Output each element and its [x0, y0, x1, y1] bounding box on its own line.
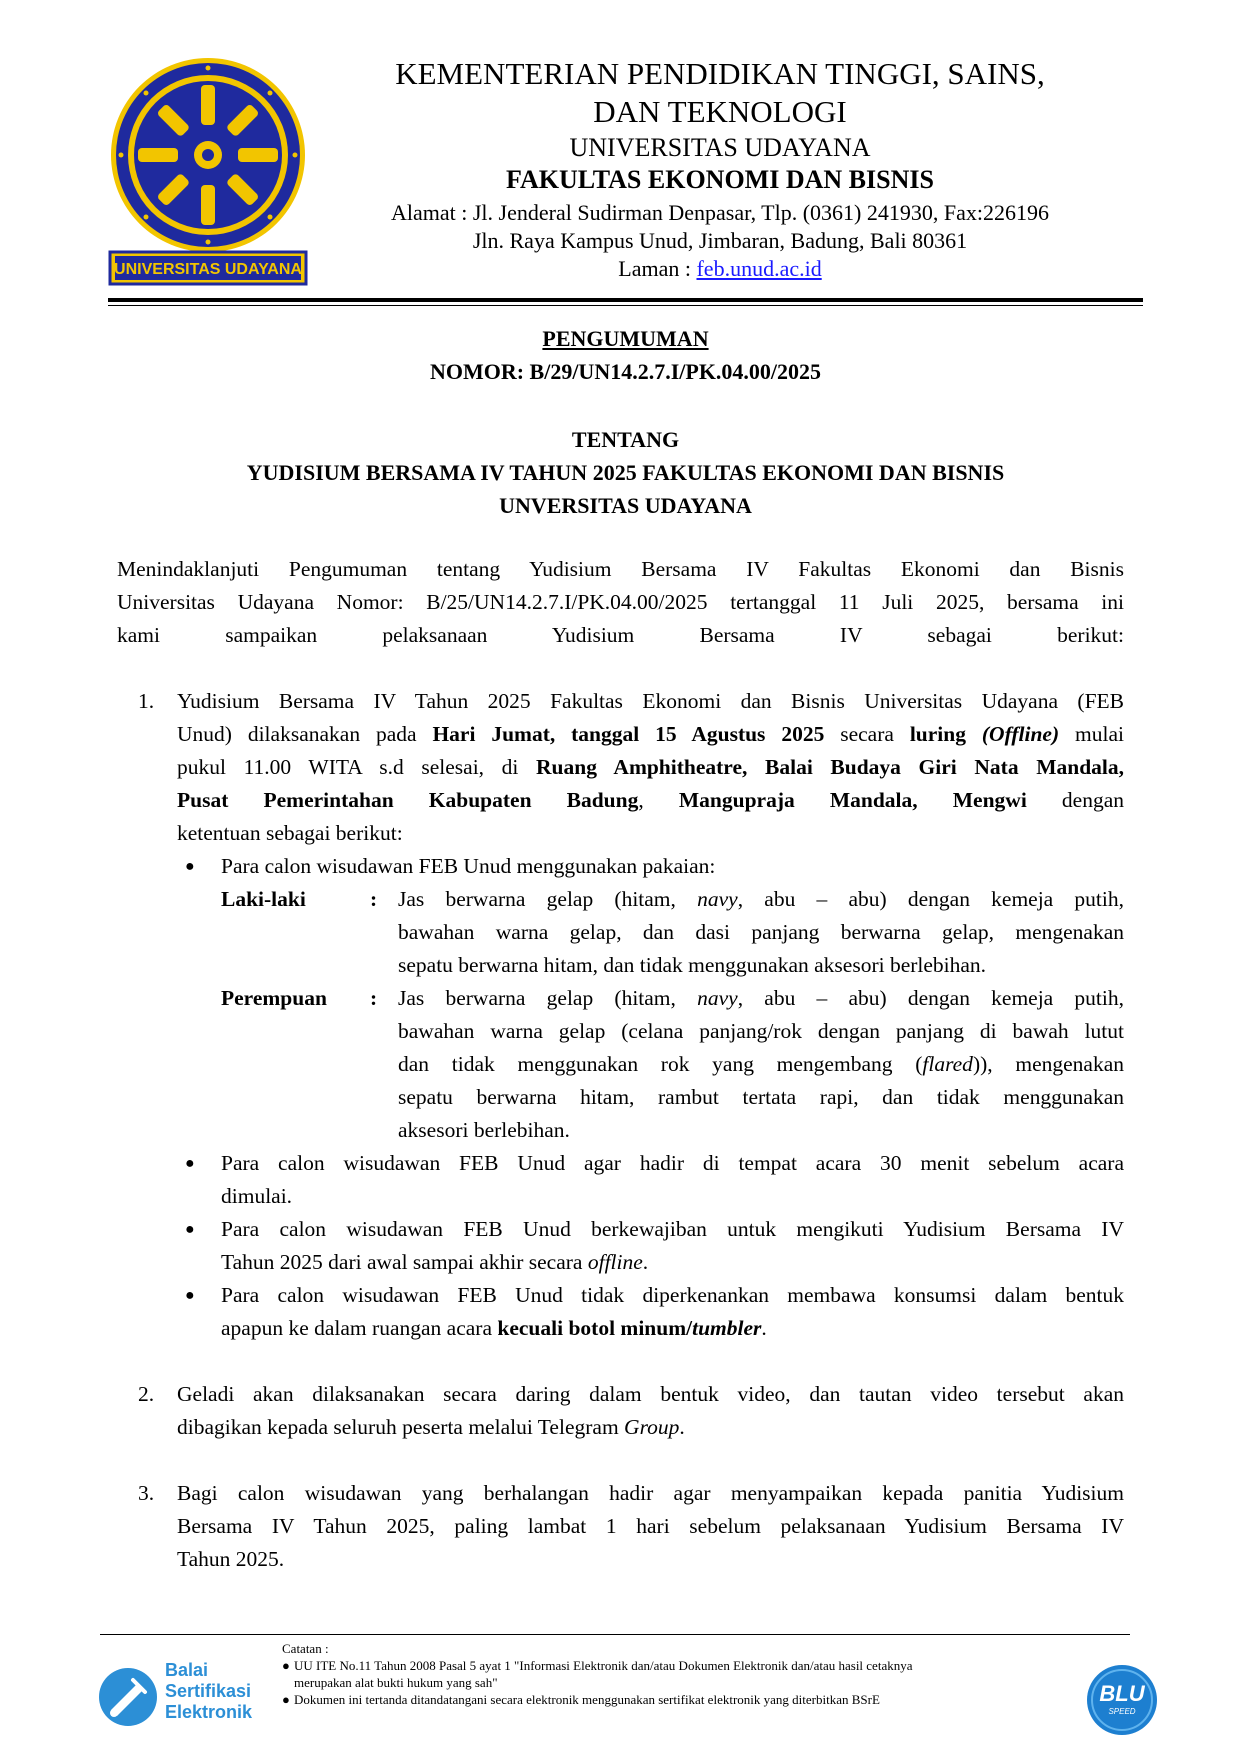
item2-line2: dibagikan kepada seluruh peserta melalui Telegram Group.: [177, 1415, 685, 1439]
bullet-attendance-line2: Tahun 2025 dari awal sampai akhir secara offline.: [221, 1250, 649, 1274]
note-item1: ● UU ITE No.11 Tahun 2008 Pasal 5 ayat 1 "Informasi Elektronik dan/atau Dokumen Elektronik dan/atau hasil cetaknya: [282, 1658, 913, 1673]
university-logo: [108, 55, 308, 287]
female-line3: dan tidak menggunakan rok yang mengembang (flared)), mengenakan: [398, 1052, 1124, 1076]
male-line1: Jas berwarna gelap (hitam, navy, abu – abu) dengan kemeja putih,: [398, 887, 1124, 911]
item2-number: 2.: [138, 1382, 155, 1406]
about-label: TENTANG: [571, 427, 680, 452]
female-line5: aksesori berlebihan.: [398, 1118, 570, 1142]
bullet-icon: ●: [282, 1692, 290, 1707]
bullet-attire: Para calon wisudawan FEB Unud menggunakan pakaian:: [221, 854, 716, 878]
bullet-icon: ●: [282, 1658, 290, 1673]
male-line2: bawahan warna gelap, dan dasi panjang berwarna gelap, mengenakan: [398, 920, 1124, 944]
subject-line2: UNVERSITAS UDAYANA: [499, 493, 752, 518]
item1-line3: pukul 11.00 WITA s.d selesai, di Ruang Amphitheatre, Balai Budaya Giri Nata Mandala,: [177, 755, 1125, 779]
female-label: Perempuan: [221, 986, 327, 1010]
bullet-consumption-line1: Para calon wisudawan FEB Unud tidak diperkenankan membawa konsumsi dalam bentuk: [221, 1283, 1124, 1307]
ministry-name-line2: DAN TEKNOLOGI: [593, 94, 847, 129]
bullet-attendance-line1: Para calon wisudawan FEB Unud berkewajiban untuk mengikuti Yudisium Bersama IV: [221, 1217, 1124, 1241]
bullet-arrival-line1: Para calon wisudawan FEB Unud agar hadir di tempat acara 30 menit sebelum acara: [221, 1151, 1124, 1175]
blu-text: BLU: [1099, 1681, 1145, 1706]
faculty-name: FAKULTAS EKONOMI DAN BISNIS: [506, 165, 934, 194]
udayana-emblem-icon: [108, 55, 308, 287]
footer-divider: [100, 1634, 1130, 1635]
header-divider-thick: [108, 298, 1143, 302]
subject-line1: YUDISIUM BERSAMA IV TAHUN 2025 FAKULTAS EKONOMI DAN BISNIS: [246, 460, 1005, 485]
announcement-heading: PENGUMUMAN: [542, 326, 709, 351]
blu-subtext: SPEED: [1108, 1707, 1136, 1716]
bsre-text-line1: Balai: [165, 1660, 209, 1680]
website-line: [330, 255, 1110, 283]
bullet-icon: ●: [185, 1287, 195, 1304]
bsre-text-line2: Sertifikasi: [165, 1681, 252, 1701]
bullet-arrival-line2: dimulai.: [221, 1184, 293, 1208]
ministry-name-line1: KEMENTERIAN PENDIDIKAN TINGGI, SAINS,: [395, 56, 1045, 91]
female-line2: bawahan warna gelap (celana panjang/rok dengan panjang di bawah lutut: [398, 1019, 1124, 1043]
blu-logo: [1086, 1664, 1158, 1736]
bullet-icon: ●: [185, 1221, 195, 1238]
note-item1-cont: merupakan alat bukti hukum yang sah": [294, 1675, 498, 1690]
item3-line2: Bersama IV Tahun 2025, paling lambat 1 hari sebelum pelaksanaan Yudisium Bersama IV: [177, 1514, 1124, 1538]
address-line1: Alamat : Jl. Jenderal Sudirman Denpasar, Tlp. (0361) 241930, Fax:226196: [391, 200, 1049, 225]
female-line4: sepatu berwarna hitam, rambut tertata rapi, dan tidak menggunakan: [398, 1085, 1124, 1109]
bsre-text-line3: Elektronik: [165, 1702, 253, 1722]
item1-line2: Unud) dilaksanakan pada Hari Jumat, tanggal 15 Agustus 2025 secara luring (Offline) mulai: [177, 722, 1124, 746]
item1-number: 1.: [138, 689, 155, 713]
item3-line3: Tahun 2025.: [177, 1547, 285, 1571]
intro-line2: Universitas Udayana Nomor: B/25/UN14.2.7.I/PK.04.00/2025 tertanggal 11 Juli 2025, bersama ini: [117, 590, 1124, 614]
male-label: Laki-laki: [221, 887, 306, 911]
bullet-icon: ●: [185, 858, 195, 875]
item1-line1: Yudisium Bersama IV Tahun 2025 Fakultas Ekonomi dan Bisnis Universitas Udayana (FEB: [177, 689, 1124, 713]
announcement-number: NOMOR: B/29/UN14.2.7.I/PK.04.00/2025: [429, 359, 822, 384]
note-item2: ● Dokumen ini tertanda ditandatangani secara elektronik menggunakan sertifikat elektronik yang diterbitkan BSrE: [282, 1692, 880, 1707]
male-colon: :: [370, 887, 378, 911]
bullet-consumption-line2: apapun ke dalam ruangan acara kecuali botol minum/tumbler.: [221, 1316, 767, 1340]
bsre-emblem-icon: [97, 1666, 159, 1728]
item2-line1: Geladi akan dilaksanakan secara daring dalam bentuk video, dan tautan video tersebut akan: [177, 1382, 1124, 1406]
male-line3: sepatu berwarna hitam, dan tidak menggunakan aksesori berlebihan.: [398, 953, 987, 977]
intro-line3: kami sampaikan pelaksanaan Yudisium Bersama IV sebagai berikut:: [117, 623, 1124, 647]
website-label: Laman :: [618, 256, 697, 281]
item1-line5: ketentuan sebagai berikut:: [177, 821, 403, 845]
note-title: Catatan :: [282, 1641, 329, 1656]
footer-notes: [282, 1640, 1102, 1708]
female-line1: Jas berwarna gelap (hitam, navy, abu – abu) dengan kemeja putih,: [398, 986, 1124, 1010]
website-link[interactable]: feb.unud.ac.id: [696, 256, 822, 281]
item3-line1: Bagi calon wisudawan yang berhalangan hadir agar menyampaikan kepada panitia Yudisium: [177, 1481, 1124, 1505]
item1-line4: Pusat Pemerintahan Kabupaten Badung, Mangupraja Mandala, Mengwi dengan: [177, 788, 1125, 812]
item3-number: 3.: [138, 1481, 155, 1505]
intro-line1: Menindaklanjuti Pengumuman tentang Yudisium Bersama IV Fakultas Ekonomi dan Bisnis: [117, 557, 1124, 581]
female-colon: :: [370, 986, 378, 1010]
bsre-logo: [97, 1660, 277, 1735]
university-name: UNIVERSITAS UDAYANA: [569, 133, 871, 162]
address-line2: Jln. Raya Kampus Unud, Jimbaran, Badung, Bali 80361: [472, 228, 968, 253]
logo-text: UNIVERSITAS UDAYANA: [114, 261, 302, 278]
header-divider-thin: [108, 305, 1143, 306]
bullet-icon: ●: [185, 1155, 195, 1172]
